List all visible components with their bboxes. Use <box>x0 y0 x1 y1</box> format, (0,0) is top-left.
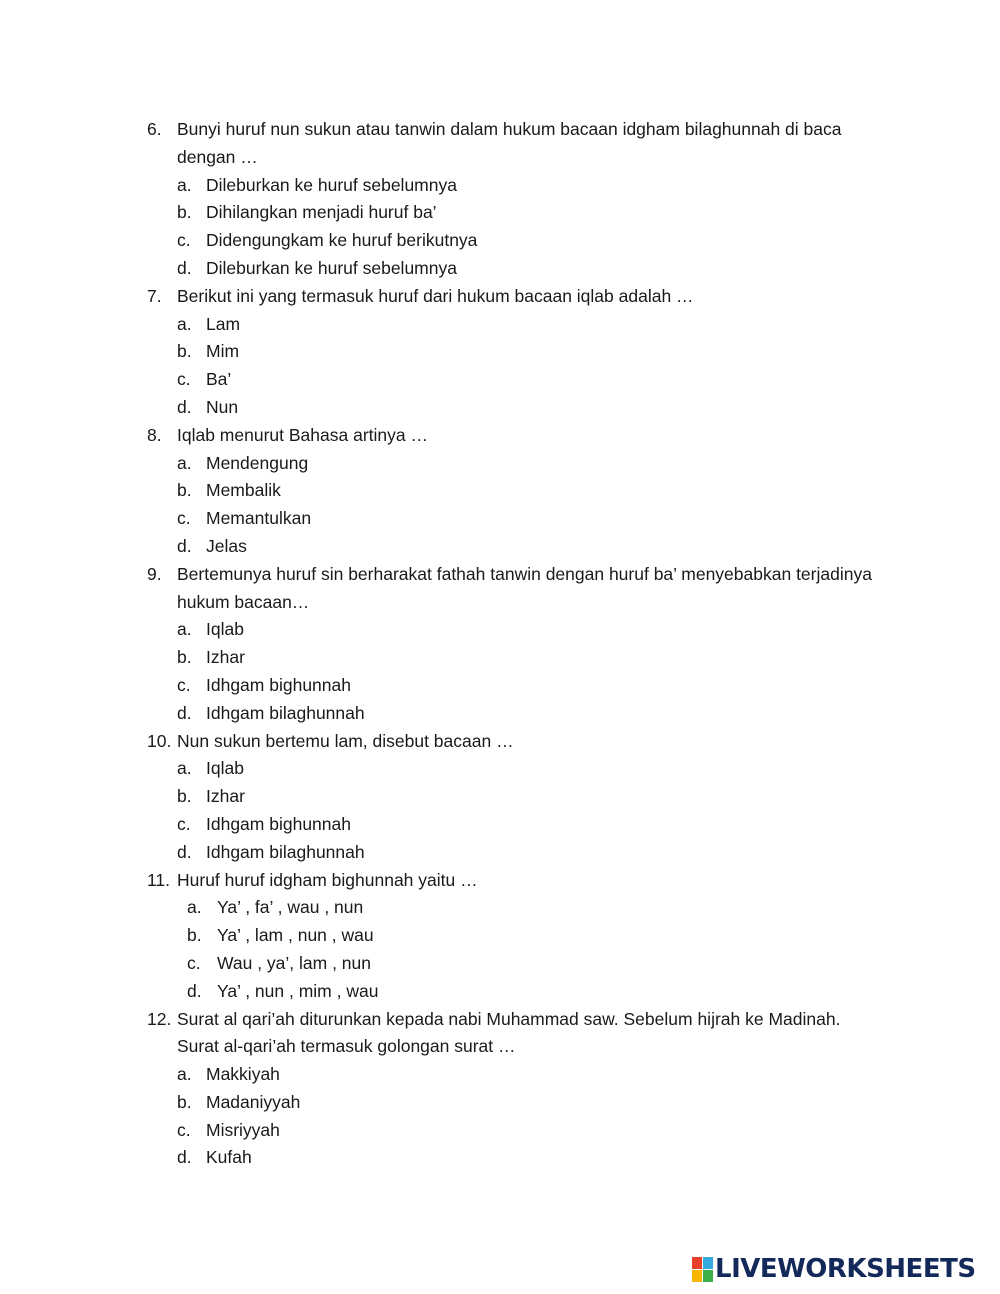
question-text: Bunyi huruf nun sukun atau tanwin dalam hukum bacaan idgham bilaghunnah di baca dengan … <box>177 119 842 167</box>
option-text: Kufah <box>206 1147 252 1168</box>
logo-square-4 <box>703 1270 713 1282</box>
question <box>147 116 877 283</box>
answer-option[interactable] <box>177 533 877 561</box>
answer-option[interactable] <box>177 477 877 505</box>
answer-option[interactable] <box>177 978 877 1006</box>
question-number: 12. <box>147 1008 172 1029</box>
answer-option[interactable] <box>177 255 877 283</box>
answer-option[interactable] <box>177 394 877 422</box>
option-text: Didengungkam ke huruf berikutnya <box>206 230 478 251</box>
answer-option[interactable] <box>177 199 877 227</box>
option-text: Idhgam bilaghunnah <box>206 841 365 862</box>
answer-option[interactable] <box>177 783 877 811</box>
liveworksheets-brand <box>692 1254 976 1284</box>
option-letter: b. <box>177 202 192 223</box>
option-text: Iqlab <box>206 619 244 640</box>
option-letter: b. <box>187 925 202 946</box>
logo-square-1 <box>692 1257 702 1269</box>
option-text: Nun <box>206 396 239 417</box>
option-letter: a. <box>177 452 192 473</box>
question-text: Surat al qari’ah diturunkan kepada nabi Muhammad saw. Sebelum hijrah ke Madinah. Surat al-qari’ah termasuk golongan surat … <box>177 1008 841 1057</box>
option-text: Idhgam bilaghunnah <box>206 702 365 723</box>
option-text: Wau , ya’, lam , nun <box>217 952 371 973</box>
option-list <box>177 172 877 283</box>
question <box>147 561 877 728</box>
option-text: Dileburkan ke huruf sebelumnya <box>206 174 457 195</box>
option-letter: b. <box>177 341 192 362</box>
option-letter: a. <box>177 313 192 334</box>
option-text: Idhgam bighunnah <box>206 674 351 695</box>
option-letter: b. <box>177 647 192 668</box>
option-letter: d. <box>177 257 192 278</box>
option-letter: d. <box>187 980 202 1001</box>
option-letter: c. <box>177 1119 191 1140</box>
logo-square-3 <box>692 1270 702 1282</box>
question-text: Bertemunya huruf sin berharakat fathah tanwin dengan huruf ba’ menyebabkan terjadinya hukum bacaan… <box>177 563 872 612</box>
answer-option[interactable] <box>177 922 877 950</box>
option-letter: a. <box>177 619 192 640</box>
option-text: Idhgam bighunnah <box>206 813 351 834</box>
answer-option[interactable] <box>177 811 877 839</box>
question-number: 6. <box>147 119 162 139</box>
option-list <box>177 311 877 422</box>
option-letter: c. <box>177 674 191 695</box>
option-letter: c. <box>177 508 191 529</box>
option-list <box>177 616 877 727</box>
question-text: Iqlab menurut Bahasa artinya … <box>177 424 428 445</box>
question <box>147 422 877 561</box>
question-number: 11. <box>147 869 171 890</box>
liveworksheets-logo-icon <box>692 1257 712 1281</box>
question-text: Berikut ini yang termasuk huruf dari hukum bacaan iqlab adalah … <box>177 285 694 306</box>
answer-option[interactable] <box>177 672 877 700</box>
answer-option[interactable] <box>177 755 877 783</box>
option-letter: b. <box>177 1091 192 1112</box>
option-letter: a. <box>177 1064 192 1085</box>
question-number: 9. <box>147 563 162 584</box>
question <box>147 867 877 1006</box>
option-letter: d. <box>177 396 192 417</box>
option-letter: c. <box>177 369 191 390</box>
option-letter: c. <box>177 813 191 834</box>
option-text: Madaniyyah <box>206 1091 301 1112</box>
option-letter: d. <box>177 1147 192 1168</box>
option-letter: d. <box>177 841 192 862</box>
question <box>147 1006 877 1173</box>
question-number: 10. <box>147 730 172 751</box>
option-letter: b. <box>177 480 192 501</box>
answer-option[interactable] <box>177 338 877 366</box>
answer-option[interactable] <box>177 366 877 394</box>
option-text: Ya’ , fa’ , wau , nun <box>217 897 364 918</box>
option-list <box>177 1061 877 1172</box>
answer-option[interactable] <box>177 839 877 867</box>
answer-option[interactable] <box>177 700 877 728</box>
answer-option[interactable] <box>177 950 877 978</box>
option-letter: c. <box>177 230 191 251</box>
brand-name: LIVEWORKSHEETS <box>715 1254 976 1284</box>
option-letter: d. <box>177 535 192 556</box>
question-text: Nun sukun bertemu lam, disebut bacaan … <box>177 730 514 751</box>
option-list <box>177 450 877 561</box>
answer-option[interactable] <box>177 505 877 533</box>
option-text: Dihilangkan menjadi huruf ba’ <box>206 202 437 223</box>
answer-option[interactable] <box>177 1089 877 1117</box>
option-text: Ya’ , nun , mim , wau <box>217 980 379 1001</box>
option-letter: c. <box>187 952 201 973</box>
answer-option[interactable] <box>177 227 877 255</box>
question-text: Huruf huruf idgham bighunnah yaitu … <box>177 869 478 890</box>
question-number: 7. <box>147 285 162 306</box>
option-text: Ba’ <box>206 369 232 390</box>
option-list <box>177 894 877 1005</box>
option-letter: a. <box>177 174 192 195</box>
question-number: 8. <box>147 424 162 445</box>
option-letter: d. <box>177 702 192 723</box>
answer-option[interactable] <box>177 1117 877 1145</box>
option-text: Izhar <box>206 786 245 807</box>
answer-option[interactable] <box>177 311 877 339</box>
option-list <box>177 755 877 866</box>
option-letter: b. <box>177 786 192 807</box>
logo-square-2 <box>703 1257 713 1269</box>
option-text: Lam <box>206 313 241 334</box>
option-text: Misriyyah <box>206 1119 280 1140</box>
option-text: Ya’ , lam , nun , wau <box>217 925 374 946</box>
answer-option[interactable] <box>177 450 877 478</box>
answer-option[interactable] <box>177 644 877 672</box>
option-letter: a. <box>187 897 202 918</box>
option-text: Makkiyah <box>206 1064 280 1085</box>
answer-option[interactable] <box>177 1144 877 1172</box>
question <box>147 283 877 422</box>
option-text: Membalik <box>206 480 281 501</box>
option-text: Dileburkan ke huruf sebelumnya <box>206 257 457 278</box>
option-text: Mendengung <box>206 452 309 473</box>
option-text: Izhar <box>206 647 245 668</box>
option-text: Memantulkan <box>206 508 312 529</box>
question <box>147 728 877 867</box>
quiz-question-list <box>147 116 877 1172</box>
answer-option[interactable] <box>177 172 877 200</box>
option-text: Iqlab <box>206 758 244 779</box>
option-text: Jelas <box>206 535 247 556</box>
answer-option[interactable] <box>177 1061 877 1089</box>
option-letter: a. <box>177 758 192 779</box>
option-text: Mim <box>206 341 240 362</box>
answer-option[interactable] <box>177 894 877 922</box>
answer-option[interactable] <box>177 616 877 644</box>
